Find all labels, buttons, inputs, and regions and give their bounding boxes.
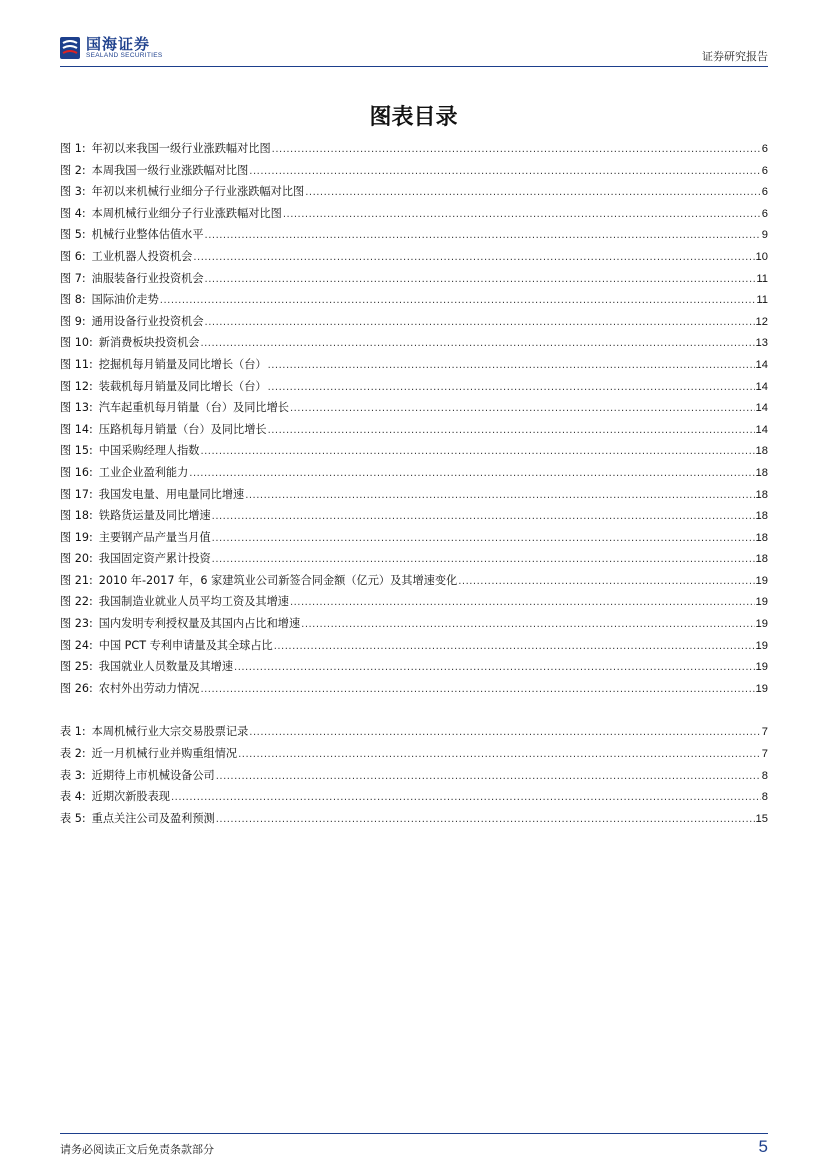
- figure-entry-title[interactable]: 主要钢产品产量当月值: [98, 530, 211, 544]
- figure-entry-label: 图 8:: [60, 293, 86, 307]
- figure-entry-title[interactable]: 汽车起重机每月销量（台）及同比增长: [98, 401, 289, 415]
- figure-entry-page[interactable]: 19: [755, 596, 768, 609]
- figure-entry[interactable]: [60, 505, 768, 527]
- figure-entry[interactable]: [60, 591, 768, 613]
- leader-dots: [249, 161, 760, 183]
- figure-entry[interactable]: [60, 570, 768, 592]
- leader-dots: [305, 182, 761, 204]
- figure-entry[interactable]: [60, 419, 768, 441]
- figure-entry-title[interactable]: 压路机每月销量（台）及同比增长: [98, 422, 267, 436]
- figure-entry[interactable]: [60, 548, 768, 570]
- figure-entry-page[interactable]: 10: [755, 250, 768, 263]
- leader-dots: [301, 614, 754, 636]
- figure-entry-label: 图 12:: [60, 379, 93, 393]
- figure-entry-title[interactable]: 机械行业整体估值水平: [91, 228, 204, 242]
- figure-entry-page[interactable]: 18: [755, 510, 768, 523]
- figure-entry[interactable]: [60, 332, 768, 354]
- figure-entry[interactable]: [60, 203, 768, 225]
- toc-list: [60, 138, 768, 829]
- figure-entry-title[interactable]: 农村外出劳动力情况: [98, 681, 200, 695]
- logo-chinese-name: 国海证券: [86, 35, 151, 53]
- leader-dots: [160, 290, 756, 312]
- figure-entry-page[interactable]: 11: [756, 272, 768, 285]
- figure-entry-title[interactable]: 我国就业人员数量及其增速: [98, 660, 234, 674]
- table-entry-page[interactable]: 8: [761, 769, 768, 782]
- table-entry-title[interactable]: 近期待上市机械设备公司: [91, 768, 215, 782]
- table-entry-label: 表 5:: [60, 811, 86, 825]
- figure-entry-label: 图 21:: [60, 573, 93, 587]
- leader-dots: [212, 528, 755, 550]
- figure-entry-title[interactable]: 装载机每月销量及同比增长（台）: [98, 379, 267, 393]
- leader-dots: [200, 679, 754, 701]
- leader-dots: [245, 485, 754, 507]
- leader-dots: [238, 744, 761, 766]
- figure-entry[interactable]: [60, 311, 768, 333]
- figure-entry-title[interactable]: 年初以来我国一级行业涨跌幅对比图: [91, 142, 271, 155]
- table-entry[interactable]: [60, 721, 768, 743]
- table-entry-page[interactable]: 7: [761, 726, 768, 739]
- figure-entry-label: 图 24:: [60, 638, 93, 652]
- leader-dots: [200, 441, 754, 463]
- figure-entry[interactable]: [60, 224, 768, 246]
- figure-entry-page[interactable]: 18: [755, 553, 768, 566]
- figure-entry[interactable]: [60, 246, 768, 268]
- leader-dots: [290, 398, 755, 420]
- figure-entry-page[interactable]: 18: [755, 445, 768, 458]
- leader-dots: [268, 355, 755, 377]
- figure-entry-label: 图 18:: [60, 509, 93, 523]
- figure-entry-title[interactable]: 年初以来机械行业细分子行业涨跌幅对比图: [91, 185, 305, 199]
- figure-entry-title[interactable]: 中国采购经理人指数: [98, 444, 200, 458]
- figure-entry[interactable]: [60, 181, 768, 203]
- table-entry-label: 表 1:: [60, 725, 86, 739]
- sealand-logo-icon: [60, 37, 80, 59]
- leader-dots: [216, 809, 755, 831]
- figure-entry-title[interactable]: 本周机械行业细分子行业涨跌幅对比图: [91, 206, 282, 220]
- list-gap: [60, 699, 768, 721]
- figure-entry-title[interactable]: 工业机器人投资机会: [91, 249, 193, 263]
- leader-dots: [272, 139, 761, 161]
- page-title: 图表目录: [369, 104, 458, 130]
- figure-entry-title[interactable]: 国际油价走势: [91, 293, 159, 307]
- leader-dots: [171, 787, 761, 809]
- figure-entry-title[interactable]: 新消费板块投资机会: [98, 336, 200, 350]
- figure-entry-title[interactable]: 我国发电量、用电量同比增速: [98, 487, 245, 501]
- figure-entry-title[interactable]: 我国固定资产累计投资: [98, 552, 211, 566]
- leader-dots: [458, 571, 754, 593]
- figure-entry-title[interactable]: 我国制造业就业人员平均工资及其增速: [98, 595, 289, 609]
- figure-entry-label: 图 23:: [60, 617, 93, 631]
- figure-entry-label: 图 26:: [60, 681, 93, 695]
- figure-entry-label: 图 1:: [60, 142, 86, 155]
- figure-entry-page[interactable]: 6: [761, 207, 768, 220]
- figure-entry[interactable]: [60, 268, 768, 290]
- leader-dots: [205, 225, 761, 247]
- table-entry[interactable]: [60, 743, 768, 765]
- table-entry[interactable]: [60, 765, 768, 787]
- figure-entry[interactable]: [60, 484, 768, 506]
- figure-entry-page[interactable]: 14: [755, 402, 768, 415]
- figure-entry-label: 图 20:: [60, 552, 93, 566]
- leader-dots: [234, 657, 755, 679]
- figure-entry[interactable]: [60, 138, 768, 160]
- figure-entry-page[interactable]: 18: [755, 488, 768, 501]
- figure-entry[interactable]: [60, 289, 768, 311]
- table-entry-title[interactable]: 近一月机械行业并购重组情况: [91, 747, 238, 761]
- figure-entry-page[interactable]: 14: [755, 423, 768, 436]
- figure-entry-label: 图 11:: [60, 357, 93, 371]
- figure-entry-label: 图 15:: [60, 444, 93, 458]
- figure-entry-page[interactable]: 14: [755, 380, 768, 393]
- figure-entry-label: 图 25:: [60, 660, 93, 674]
- figure-entry-page[interactable]: 6: [761, 164, 768, 177]
- leader-dots: [249, 722, 760, 744]
- table-entry-title[interactable]: 本周机械行业大宗交易股票记录: [91, 725, 249, 739]
- leader-dots: [268, 420, 755, 442]
- leader-dots: [205, 312, 755, 334]
- leader-dots: [212, 549, 755, 571]
- figure-entry-page[interactable]: 11: [756, 294, 768, 307]
- figure-entry-title[interactable]: 国内发明专利授权量及其国内占比和增速: [98, 617, 301, 631]
- leader-dots: [268, 377, 755, 399]
- figure-entry-page[interactable]: 14: [755, 358, 768, 371]
- figure-entry-page[interactable]: 6: [761, 143, 768, 155]
- figure-entry-title[interactable]: 通用设备行业投资机会: [91, 314, 204, 328]
- figure-entry-label: 图 3:: [60, 185, 86, 199]
- leader-dots: [283, 204, 761, 226]
- figure-entry-title[interactable]: 2010 年-2017 年，6 家建筑业公司新签合同金额（亿元）及其增速变化: [98, 573, 458, 587]
- leader-dots: [200, 333, 754, 355]
- figure-entry-label: 图 16:: [60, 465, 93, 479]
- logo-english-name: SEALAND SECURITIES: [86, 52, 163, 59]
- figure-entry-title[interactable]: 本周我国一级行业涨跌幅对比图: [91, 163, 249, 177]
- figure-entry-label: 图 19:: [60, 530, 93, 544]
- leader-dots: [212, 506, 755, 528]
- table-entry-label: 表 3:: [60, 768, 86, 782]
- figure-entry[interactable]: [60, 656, 768, 678]
- table-entry-label: 表 2:: [60, 747, 86, 761]
- disclaimer-note: 请务必阅读正文后免责条款部分: [60, 1143, 214, 1156]
- figure-entry-page[interactable]: 19: [755, 639, 768, 652]
- figure-entry[interactable]: [60, 462, 768, 484]
- figure-entry-label: 图 5:: [60, 228, 86, 242]
- footer-divider: [60, 1133, 768, 1134]
- figure-entry-title[interactable]: 工业企业盈利能力: [98, 465, 189, 479]
- table-entry-label: 表 4:: [60, 790, 86, 804]
- figure-entry[interactable]: [60, 635, 768, 657]
- figure-entry-label: 图 9:: [60, 314, 86, 328]
- table-entry-page[interactable]: 8: [761, 791, 768, 804]
- table-entry-title[interactable]: 近期次新股表现: [91, 790, 170, 804]
- page-number: 5: [758, 1137, 768, 1156]
- figure-entry-page[interactable]: 19: [755, 574, 768, 587]
- figure-entry-page[interactable]: 19: [755, 682, 768, 695]
- figure-entry-page[interactable]: 19: [755, 661, 768, 674]
- figure-entry[interactable]: [60, 160, 768, 182]
- figure-entry-label: 图 10:: [60, 336, 93, 350]
- figure-entry-page[interactable]: 12: [755, 315, 768, 328]
- company-logo: [60, 36, 163, 60]
- report-type-label: 证券研究报告: [702, 50, 768, 63]
- figure-entry-label: 图 2:: [60, 163, 86, 177]
- leader-dots: [216, 766, 761, 788]
- figure-entry-label: 图 13:: [60, 401, 93, 415]
- figure-entry-page[interactable]: 18: [755, 531, 768, 544]
- figure-entry-label: 图 17:: [60, 487, 93, 501]
- figure-entry-page[interactable]: 9: [761, 229, 768, 242]
- figure-entry-title[interactable]: 中国 PCT 专利申请量及其全球占比: [98, 638, 273, 652]
- figure-entry-label: 图 7:: [60, 271, 86, 285]
- leader-dots: [193, 247, 754, 269]
- figure-entry[interactable]: [60, 376, 768, 398]
- page-header: [60, 36, 768, 64]
- leader-dots: [274, 636, 755, 658]
- table-entry-page[interactable]: 7: [761, 748, 768, 761]
- figure-entry-label: 图 14:: [60, 422, 93, 436]
- table-entry-title[interactable]: 重点关注公司及盈利预测: [91, 811, 215, 825]
- figure-entry[interactable]: [60, 440, 768, 462]
- figure-entry-page[interactable]: 18: [755, 466, 768, 479]
- figure-entry-title[interactable]: 挖掘机每月销量及同比增长（台）: [98, 357, 267, 371]
- figure-entry[interactable]: [60, 397, 768, 419]
- figure-entry[interactable]: [60, 354, 768, 376]
- figure-entry-page[interactable]: 19: [755, 618, 768, 631]
- figure-entry[interactable]: [60, 678, 768, 700]
- table-entry[interactable]: [60, 786, 768, 808]
- header-divider: [60, 66, 768, 67]
- leader-dots: [189, 463, 754, 485]
- figure-entry-page[interactable]: 6: [761, 186, 768, 199]
- leader-dots: [290, 592, 755, 614]
- figure-entry[interactable]: [60, 613, 768, 635]
- figure-entry-label: 图 22:: [60, 595, 93, 609]
- figure-entry-label: 图 6:: [60, 249, 86, 263]
- table-list: [60, 721, 768, 829]
- table-entry[interactable]: [60, 808, 768, 830]
- figure-entry-title[interactable]: 铁路货运量及同比增速: [98, 509, 211, 523]
- leader-dots: [205, 269, 756, 291]
- figure-entry-label: 图 4:: [60, 206, 86, 220]
- table-entry-page[interactable]: 15: [755, 812, 768, 825]
- figure-entry-page[interactable]: 13: [755, 337, 768, 350]
- figure-entry[interactable]: [60, 527, 768, 549]
- figure-entry-title[interactable]: 油服装备行业投资机会: [91, 271, 204, 285]
- figure-list: [60, 138, 768, 699]
